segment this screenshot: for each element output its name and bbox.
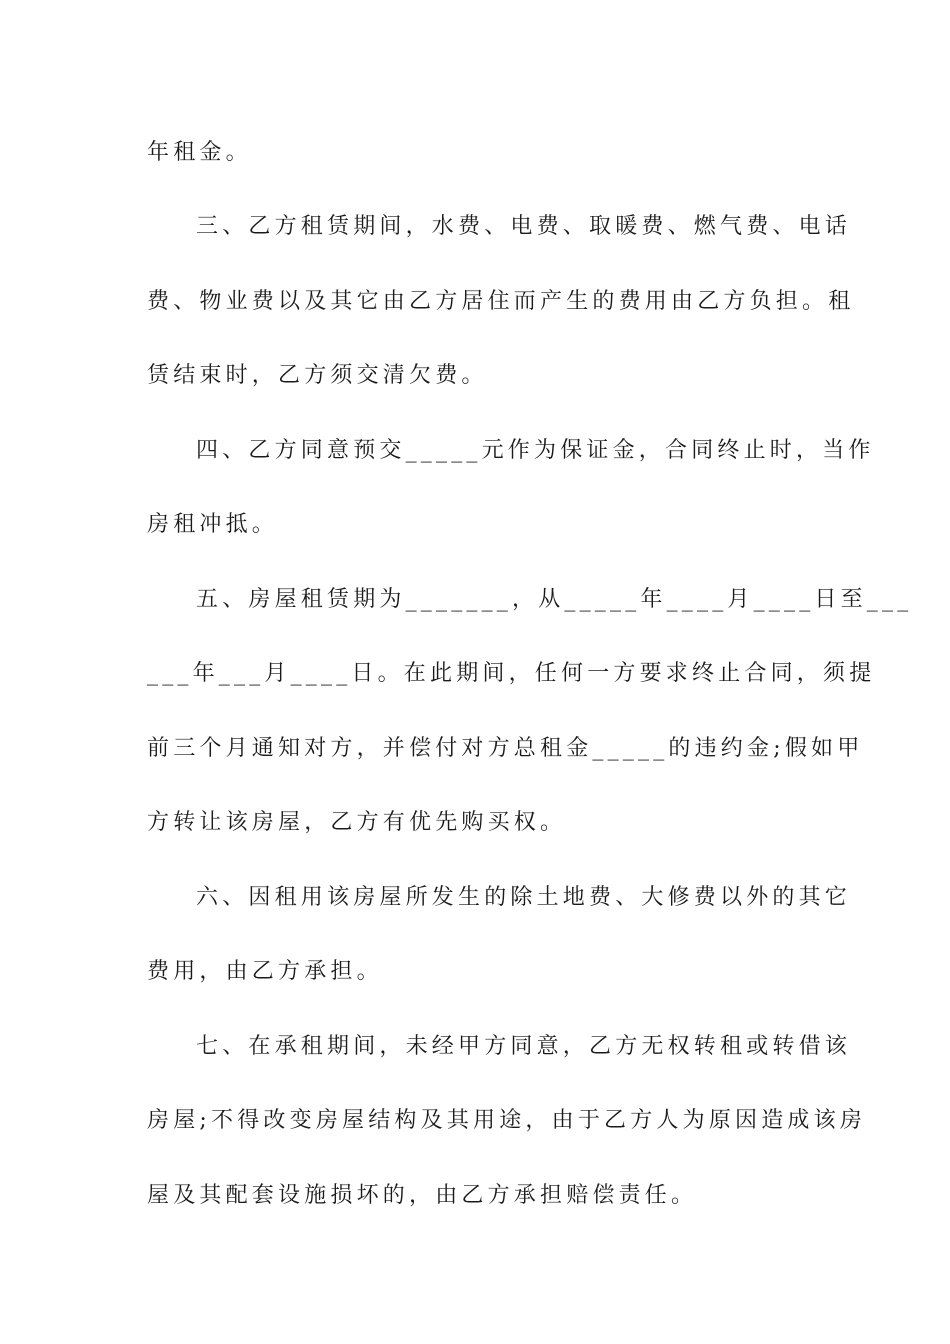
- text-line: 房屋;不得改变房屋结构及其用途，由于乙方人为原因造成该房: [147, 1108, 867, 1133]
- text-line: 房租冲抵。: [147, 512, 279, 537]
- paragraph-six-start: 六、因租用该房屋所发生的除土地费、大修费以外的其它: [196, 885, 852, 910]
- paragraph-seven-start: 七、在承租期间，未经甲方同意，乙方无权转租或转借该: [196, 1034, 852, 1059]
- text-line: 赁结束时，乙方须交清欠费。: [147, 363, 488, 388]
- text-line: 费、物业费以及其它由乙方居住而产生的费用由乙方负担。租: [147, 289, 855, 314]
- paragraph-five-start: 五、房屋租赁期为_______，从_____年____月____日至___: [196, 587, 913, 612]
- text-line: ___年___月____日。在此期间，任何一方要求终止合同，须提: [147, 661, 876, 686]
- text-line: 前三个月通知对方，并偿付对方总租金_____的违约金;假如甲: [147, 736, 864, 761]
- text-line: 年租金。: [147, 140, 252, 165]
- paragraph-three-start: 三、乙方租赁期间，水费、电费、取暖费、燃气费、电话: [196, 214, 852, 239]
- text-line: 方转让该房屋，乙方有优先购买权。: [147, 810, 567, 835]
- text-line: 费用，由乙方承担。: [147, 959, 383, 984]
- text-line: 屋及其配套设施损坏的，由乙方承担赔偿责任。: [147, 1183, 698, 1208]
- paragraph-four-start: 四、乙方同意预交_____元作为保证金，合同终止时，当作: [196, 438, 875, 463]
